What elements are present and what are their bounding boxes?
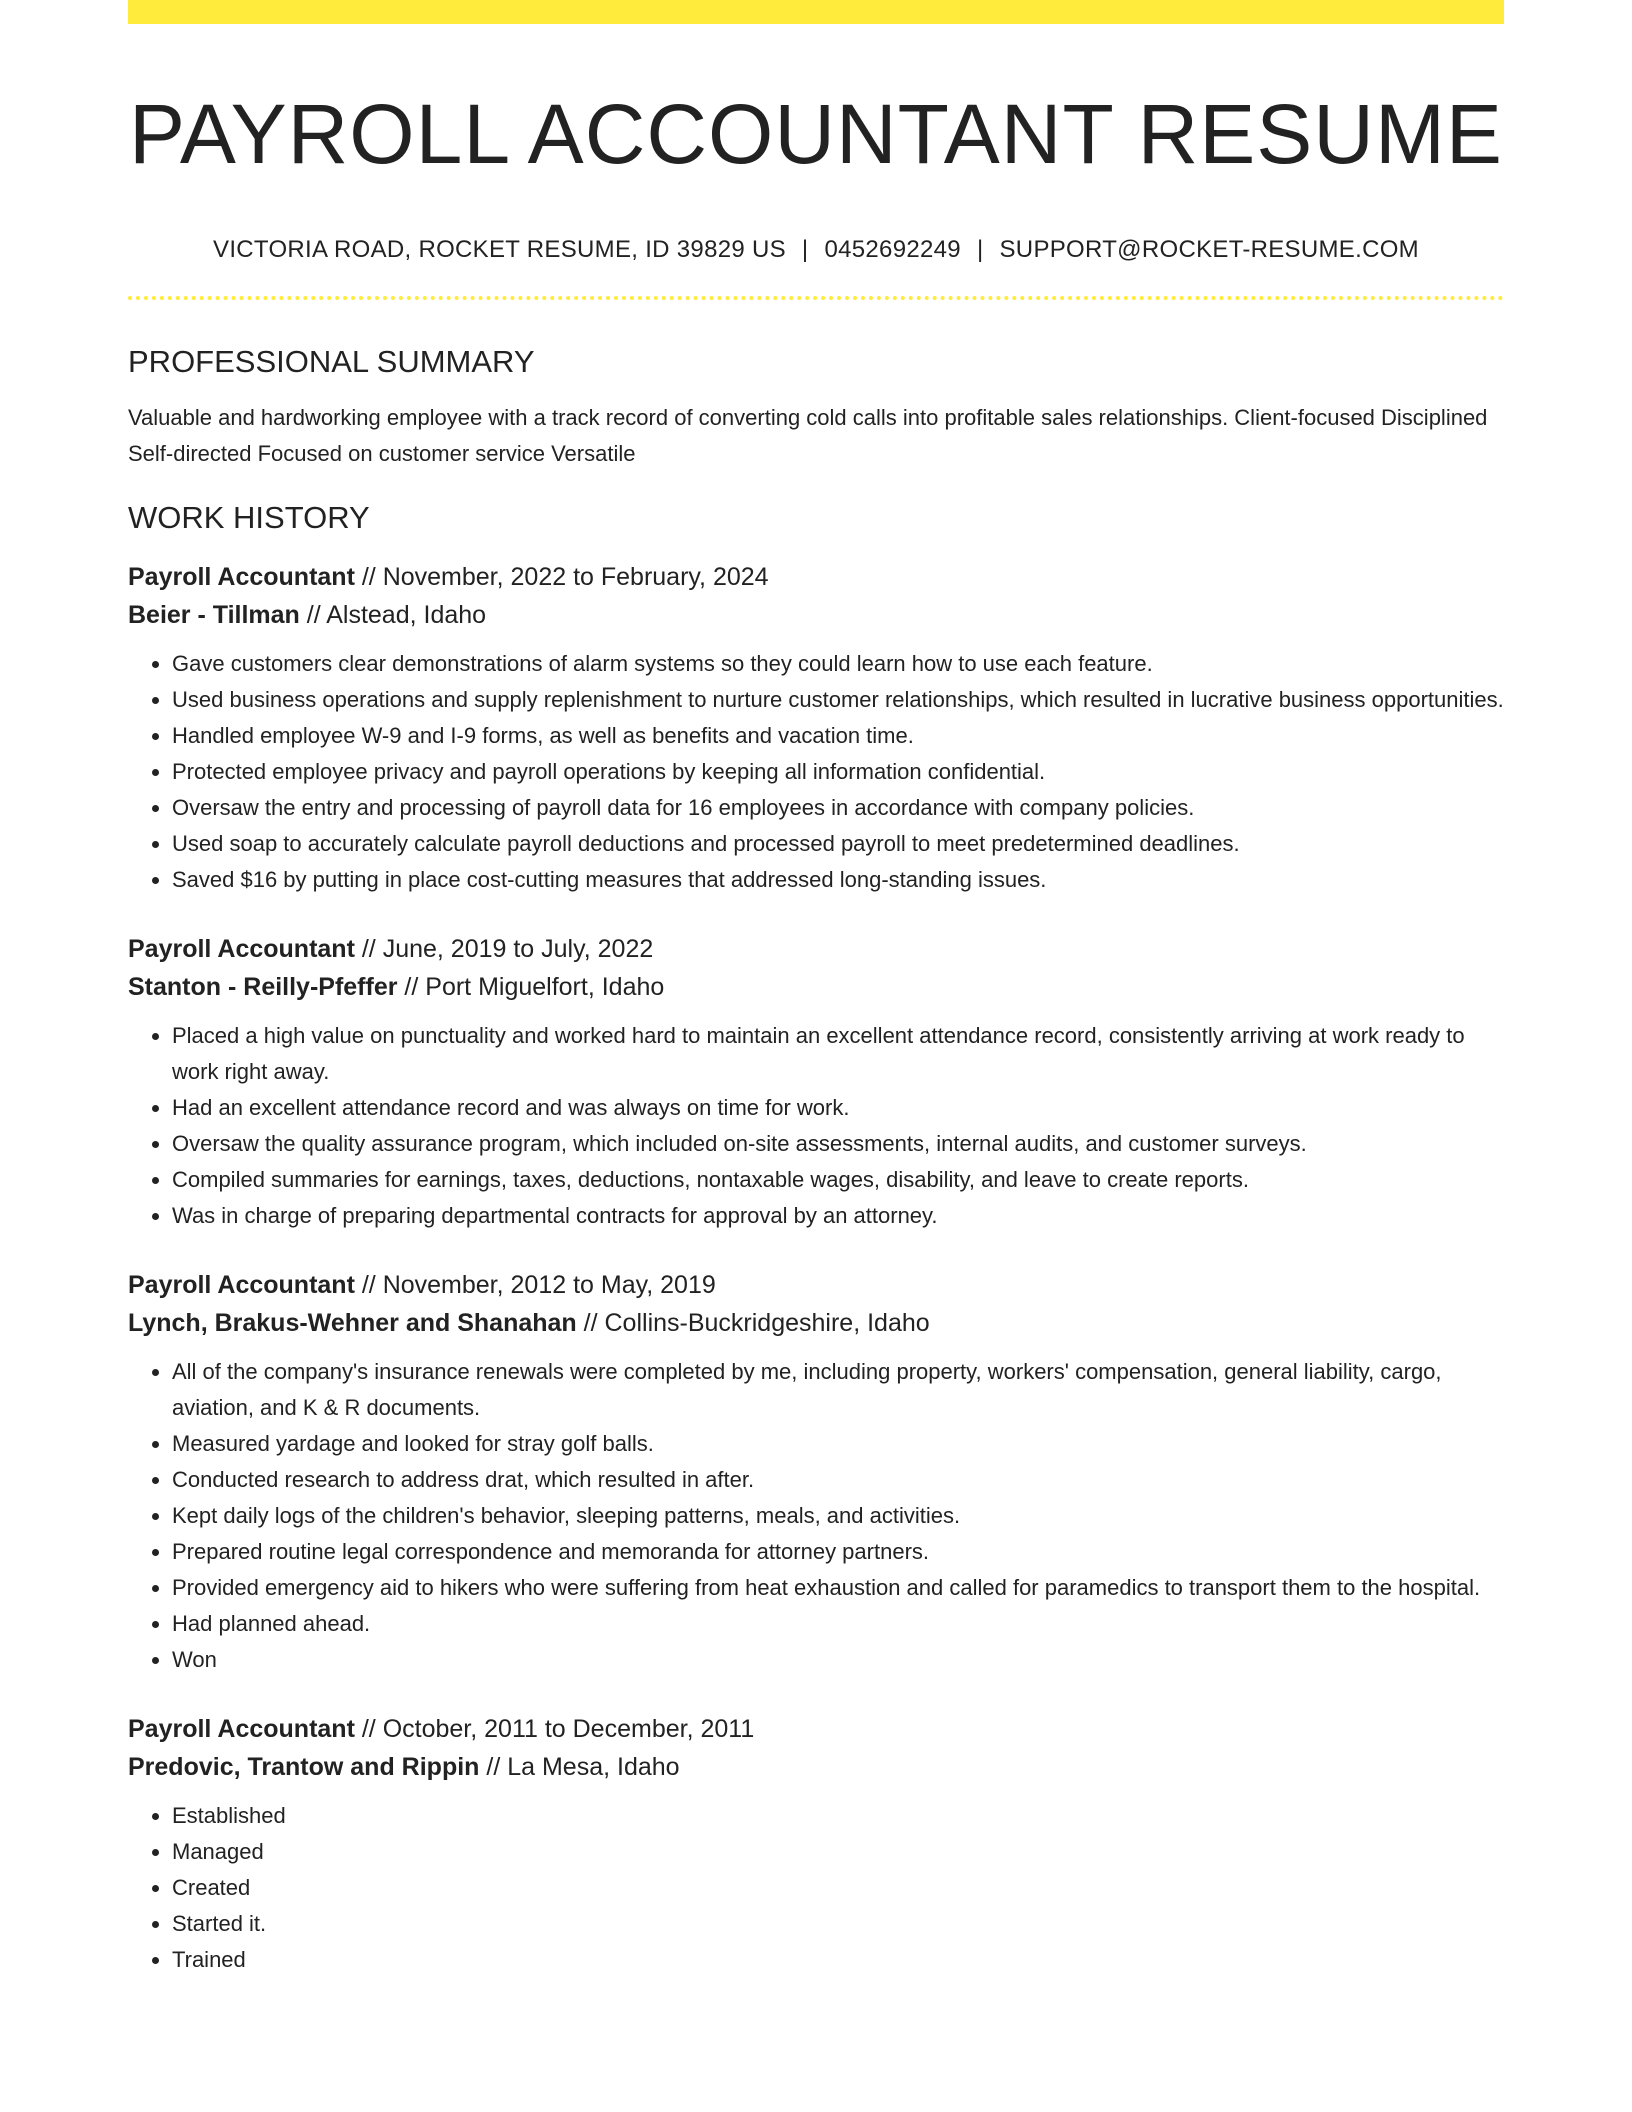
- job-dates: // November, 2022 to February, 2024: [354, 563, 769, 591]
- work-history-list: [128, 558, 1504, 1978]
- contact-line: [128, 234, 1504, 266]
- job-bullet: • Used business operations and supply replenishment to nurture customer relationships, which resulted in lucrative business opportunities.: [172, 682, 1504, 718]
- contact-phone: 0452692249: [824, 236, 961, 263]
- job-bullet-list: [128, 646, 1504, 898]
- job-company-line: [128, 596, 1504, 634]
- job-entry: [128, 930, 1504, 1234]
- job-dates: // November, 2012 to May, 2019: [354, 1271, 716, 1299]
- job-dates: // June, 2019 to July, 2022: [354, 935, 654, 963]
- job-bullet: • Provided emergency aid to hikers who were suffering from heat exhaustion and called for paramedics to transport them to the hospital.: [172, 1570, 1504, 1606]
- job-bullet: • Oversaw the entry and processing of payroll data for 16 employees in accordance with company policies.: [172, 790, 1504, 826]
- job-bullet: • Kept daily logs of the children's behavior, sleeping patterns, meals, and activities.: [172, 1498, 1504, 1534]
- job-bullet: • Started it.: [172, 1906, 1504, 1942]
- job-entry: [128, 1710, 1504, 1978]
- summary-heading: PROFESSIONAL SUMMARY: [128, 344, 535, 379]
- job-location: // La Mesa, Idaho: [479, 1753, 680, 1781]
- job-bullet-list: [128, 1798, 1504, 1978]
- job-bullet: • Used soap to accurately calculate payroll deductions and processed payroll to meet predetermined deadlines.: [172, 826, 1504, 862]
- accent-top-bar: [128, 0, 1504, 24]
- contact-separator: |: [976, 236, 984, 263]
- job-company: Stanton - Reilly-Pfeffer: [128, 973, 398, 1001]
- job-company: Predovic, Trantow and Rippin: [128, 1753, 480, 1781]
- job-bullet: • Conducted research to address drat, which resulted in after.: [172, 1462, 1504, 1498]
- job-entry: [128, 558, 1504, 898]
- job-bullet: • Saved $16 by putting in place cost-cutting measures that addressed long-standing issues.: [172, 862, 1504, 898]
- job-location: // Collins-Buckridgeshire, Idaho: [576, 1309, 930, 1337]
- contact-separator: |: [801, 236, 809, 263]
- job-title-line: [128, 558, 1504, 596]
- dotted-divider: [128, 296, 1504, 300]
- job-bullet: • Was in charge of preparing departmental contracts for approval by an attorney.: [172, 1198, 1504, 1234]
- job-bullet: • Had planned ahead.: [172, 1606, 1504, 1642]
- job-company-line: [128, 1748, 1504, 1786]
- job-title-line: [128, 1710, 1504, 1748]
- job-title: Payroll Accountant: [128, 1715, 355, 1743]
- job-bullet: • Won: [172, 1642, 1504, 1678]
- work-history-heading: WORK HISTORY: [128, 500, 370, 535]
- job-bullet: • Oversaw the quality assurance program, which included on-site assessments, internal audits, and customer surveys.: [172, 1126, 1504, 1162]
- contact-email: SUPPORT@ROCKET-RESUME.COM: [999, 236, 1419, 263]
- contact-address: VICTORIA ROAD, ROCKET RESUME, ID 39829 US: [213, 236, 786, 263]
- job-company: Beier - Tillman: [128, 601, 300, 629]
- job-title: Payroll Accountant: [128, 1271, 355, 1299]
- job-company: Lynch, Brakus-Wehner and Shanahan: [128, 1309, 577, 1337]
- job-title: Payroll Accountant: [128, 563, 355, 591]
- job-bullet: • Protected employee privacy and payroll operations by keeping all information confidential.: [172, 754, 1504, 790]
- job-bullet: • Created: [172, 1870, 1504, 1906]
- job-bullet: • Had an excellent attendance record and was always on time for work.: [172, 1090, 1504, 1126]
- job-title-line: [128, 1266, 1504, 1304]
- job-bullet-list: [128, 1018, 1504, 1234]
- job-title: Payroll Accountant: [128, 935, 355, 963]
- summary-text: Valuable and hardworking employee with a track record of converting cold calls into profitable sales relationships. Client-focused Disciplined Self-directed Focused on customer service Versatile: [128, 405, 1488, 466]
- job-bullet: • Gave customers clear demonstrations of alarm systems so they could learn how to use each feature.: [172, 646, 1504, 682]
- job-company-line: [128, 968, 1504, 1006]
- job-bullet: • All of the company's insurance renewals were completed by me, including property, workers' compensation, general liability, cargo, aviation, and K & R documents.: [172, 1354, 1504, 1426]
- job-company-line: [128, 1304, 1504, 1342]
- resume-title: PAYROLL ACCOUNTANT RESUME: [129, 87, 1503, 181]
- job-bullet: • Handled employee W-9 and I-9 forms, as well as benefits and vacation time.: [172, 718, 1504, 754]
- job-bullet: • Placed a high value on punctuality and worked hard to maintain an excellent attendance record, consistently arriving at work ready to work right away.: [172, 1018, 1504, 1090]
- job-bullet: • Managed: [172, 1834, 1504, 1870]
- resume-page: [128, 0, 1504, 1978]
- job-entry: [128, 1266, 1504, 1678]
- job-bullet: • Measured yardage and looked for stray golf balls.: [172, 1426, 1504, 1462]
- job-location: // Alstead, Idaho: [299, 601, 487, 629]
- job-dates: // October, 2011 to December, 2011: [354, 1715, 755, 1743]
- job-bullet: • Prepared routine legal correspondence and memoranda for attorney partners.: [172, 1534, 1504, 1570]
- job-bullet: • Compiled summaries for earnings, taxes, deductions, nontaxable wages, disability, and leave to create reports.: [172, 1162, 1504, 1198]
- job-location: // Port Miguelfort, Idaho: [397, 973, 665, 1001]
- job-title-line: [128, 930, 1504, 968]
- job-bullet: • Established: [172, 1798, 1504, 1834]
- job-bullet: • Trained: [172, 1942, 1504, 1978]
- job-bullet-list: [128, 1354, 1504, 1678]
